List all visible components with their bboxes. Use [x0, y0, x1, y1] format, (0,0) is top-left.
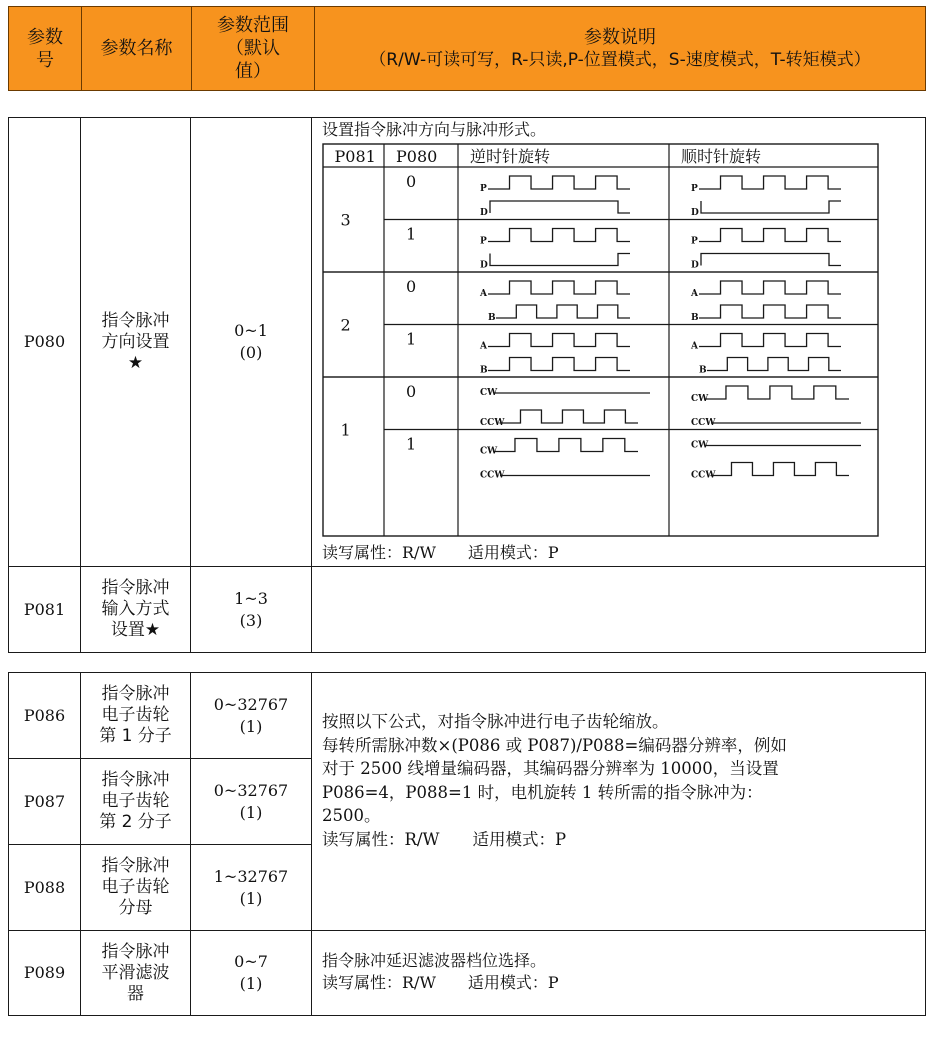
wave-1-0-cw-cw-label: CW [691, 394, 709, 404]
p089-default-value: (1) [239, 974, 263, 993]
header-param-no: 参数 号 [27, 26, 63, 71]
wave-2-1-cw-b [707, 358, 841, 371]
p081-range-value: 1~3 [234, 588, 268, 608]
wave-3-1-ccw-pulse [488, 229, 630, 242]
p081-param-range [191, 567, 311, 652]
wave-2-0-cw-b-label: B [691, 313, 699, 323]
p089-desc-line-1: 指令脉冲延迟滤波器档位选择。 [322, 951, 547, 970]
wave-1-1-cw-ccw-label: CCW [691, 470, 716, 481]
waveform-p081-2: 2 [340, 315, 351, 335]
wave-1-1-ccw-ccw-label: CCW [480, 470, 505, 481]
header-desc-title: 参数说明 [584, 26, 656, 48]
gear-desc-line-1: 按照以下公式，对指令脉冲进行电子齿轮缩放。 [322, 712, 669, 731]
wave-3-0-ccw-dir-label: D [480, 208, 488, 218]
p088-param-no: P088 [23, 877, 66, 897]
wave-1-0-ccw-ccw [500, 410, 639, 423]
waveform-p081-3: 3 [340, 210, 351, 230]
wave-1-1-cw-ccw [711, 463, 850, 476]
waveform-p080-1-1: 1 [406, 434, 417, 454]
p089-range-value: 0~7 [234, 952, 268, 971]
p088-default-value: (1) [239, 888, 263, 908]
wave-2-1-ccw-a [488, 334, 630, 347]
gear-desc-line-5: 2500。 [322, 806, 381, 825]
p089-param-range [191, 931, 311, 1015]
gear-desc-line-3: 对于 2500 线增量编码器，其编码器分辨率为 10000，当设置 [322, 759, 779, 778]
p087-param-no: P087 [23, 791, 66, 811]
wave-1-0-cw-ccw-label: CCW [691, 418, 716, 428]
p087-default-value: (1) [239, 802, 263, 822]
wave-3-0-cw-pulse-label: P [691, 184, 698, 194]
wave-1-1-ccw-cw [493, 439, 638, 452]
gear-desc-line-6: 读写属性：R/W 适用模式：P [322, 829, 567, 849]
header-desc-subtitle: （R/W-可读可写，R-只读,P-位置模式，S-速度模式，T-转矩模式） [369, 49, 871, 70]
wave-1-0-ccw-ccw-label: CCW [480, 418, 505, 428]
wave-2-0-ccw-b-label: B [488, 313, 496, 323]
wave-2-1-ccw-a-label: A [480, 341, 487, 352]
header-param-name: 参数名称 [100, 38, 173, 59]
p081-param-no: P081 [23, 599, 66, 619]
wave-3-0-cw-dir [701, 201, 841, 213]
p086-param-range [191, 673, 311, 758]
wave-3-0-ccw-pulse [488, 176, 630, 189]
p089-description [322, 950, 559, 994]
wave-2-1-cw-b-label: B [699, 365, 707, 376]
waveform-p080-2-0: 0 [406, 277, 417, 296]
p086-param-no: P086 [23, 705, 66, 725]
wave-3-1-cw-pulse [699, 229, 841, 242]
p086-param-name: 指令脉冲 电子齿轮 第 1 分子 [99, 684, 172, 746]
wave-2-0-cw-a [699, 281, 841, 294]
waveform-p080-2-1: 1 [406, 329, 417, 349]
p089-param-no: P089 [23, 963, 66, 982]
wave-1-0-ccw-cw-label: CW [480, 388, 498, 398]
p080-param-no: P080 [23, 332, 66, 351]
waveform-p080-3-0: 0 [406, 172, 417, 191]
p086-range-value: 0~32767 [213, 694, 289, 714]
p086-default-value: (1) [239, 716, 263, 736]
wave-3-1-ccw-dir [490, 254, 630, 266]
wave-3-1-ccw-pulse-label: P [480, 236, 487, 247]
p088-param-name: 指令脉冲 电子齿轮 分母 [101, 856, 170, 918]
wave-1-1-cw-cw-label: CW [691, 440, 709, 451]
header-param-range: 参数范围 （默认 值） [217, 15, 289, 82]
wave-3-1-cw-dir-label: D [691, 260, 699, 271]
gear-desc-line-4: P086=4，P088=1 时，电机旋转 1 转所需的指令脉冲为： [322, 782, 763, 802]
wave-3-0-cw-pulse [699, 176, 841, 189]
waveform-header-0: P081 [334, 147, 376, 166]
p080-desc-title: 设置指令脉冲方向与脉冲形式。 [322, 120, 547, 139]
p080-default-value: (0) [239, 343, 263, 362]
waveform-p081-1: 1 [340, 420, 351, 440]
waveform-header-1: P080 [396, 147, 438, 166]
p088-range-value: 1~32767 [213, 866, 289, 886]
p081-default-value: (3) [239, 610, 263, 630]
waveform-p080-1-0: 0 [406, 382, 417, 401]
p080-footer: 读写属性：R/W 适用模式：P [322, 543, 559, 562]
p087-range-value: 0~32767 [213, 780, 289, 800]
p089-desc-line-2: 读写属性：R/W 适用模式：P [322, 973, 559, 992]
gear-description [322, 710, 787, 851]
wave-3-0-ccw-dir [490, 201, 630, 213]
gear-desc-line-2: 每转所需脉冲数×(P086 或 P087)/P088=编码器分辨率，例如 [322, 735, 787, 755]
wave-2-0-ccw-a-label: A [480, 289, 487, 299]
wave-3-1-ccw-dir-label: D [480, 260, 488, 271]
wave-2-1-cw-a-label: A [691, 341, 698, 352]
waveform-header-3: 顺时针旋转 [681, 147, 762, 166]
p080-range-value: 0~1 [234, 321, 268, 340]
p080-param-name: 指令脉冲 方向设置 ★ [101, 310, 170, 373]
waveform-header-2: 逆时针旋转 [470, 147, 551, 166]
wave-2-1-ccw-b-label: B [480, 365, 488, 376]
wave-3-1-cw-pulse-label: P [691, 236, 698, 247]
wave-2-0-cw-b [699, 305, 841, 318]
wave-2-1-cw-a [699, 334, 841, 347]
wave-2-1-ccw-b [488, 358, 630, 371]
wave-3-0-ccw-pulse-label: P [480, 184, 487, 194]
p088-param-range [191, 845, 311, 930]
wave-1-0-cw-cw [704, 386, 849, 399]
wave-3-1-cw-dir [701, 254, 841, 266]
waveform-p080-3-1: 1 [406, 224, 417, 244]
wave-2-0-ccw-b [496, 305, 630, 318]
p081-param-name: 指令脉冲 输入方式 设置★ [101, 578, 170, 640]
wave-2-0-ccw-a [488, 281, 630, 294]
p087-param-name: 指令脉冲 电子齿轮 第 2 分子 [99, 770, 172, 832]
wave-1-1-ccw-cw-label: CW [480, 446, 498, 457]
wave-3-0-cw-dir-label: D [691, 208, 699, 218]
wave-2-0-cw-a-label: A [691, 289, 698, 299]
p087-param-range [191, 759, 311, 844]
p089-param-name: 指令脉冲 平滑滤波 器 [101, 941, 170, 1004]
